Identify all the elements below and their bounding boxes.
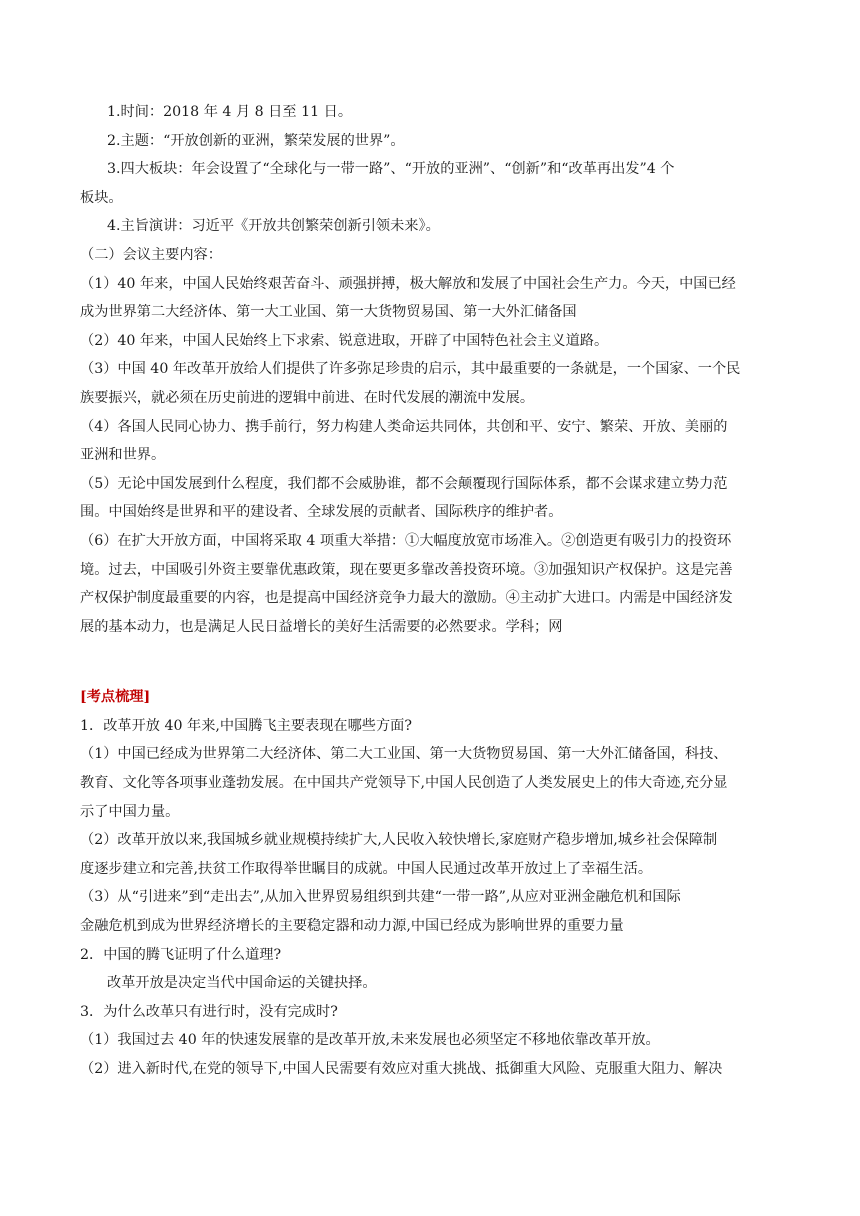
- exam-points-title: [考点梳理]: [80, 689, 151, 706]
- answer-line: （1）中国已经成为世界第二大经济体、第二大工业国、第一大货物贸易国、第一大外汇储备国，科技、: [80, 746, 728, 763]
- paragraph-line: 展的基本动力，也是满足人民日益增长的美好生活需要的必然要求。学科；网: [80, 618, 563, 635]
- paragraph-line: 族要振兴，就必须在历史前进的逻辑中前进、在时代发展的潮流中发展。: [80, 389, 535, 406]
- question-3: 3．为什么改革只有进行时，没有完成时?: [80, 1003, 338, 1020]
- item-theme: 2.主题：“开放创新的亚洲，繁荣发展的世界”。: [107, 132, 405, 149]
- item-time: 1.时间：2018 年 4 月 8 日至 11 日。: [107, 104, 353, 120]
- paragraph-line: （1）40 年来，中国人民始终艰苦奋斗、顽强拼搏，极大解放和发展了中国社会生产力。今天，中国已经: [80, 275, 736, 292]
- answer-line: （3）从“引进来”到“走出去”,从加入世界贸易组织到共建“一带一路”,从应对亚洲金融危机和国际: [80, 889, 681, 906]
- paragraph-line: 境。过去，中国吸引外资主要靠优惠政策，现在要更多靠改善投资环境。③加强知识产权保护。这是完善: [80, 561, 733, 578]
- paragraph-line: 成为世界第二大经济体、第一大工业国、第一大货物贸易国、第一大外汇储备国: [80, 304, 577, 321]
- paragraph-line: 产权保护制度最重要的内容，也是提高中国经济竞争力最大的激励。④主动扩大进口。内需是中国经济发: [80, 590, 733, 607]
- question-1: 1．改革开放 40 年来,中国腾飞主要表现在哪些方面?: [80, 717, 412, 734]
- answer-line: （2）改革开放以来,我国城乡就业规模持续扩大,人民收入较快增长,家庭财产稳步增加,城乡社会保障制: [80, 832, 718, 849]
- paragraph-line: （5）无论中国发展到什么程度，我们都不会威胁谁，都不会颠覆现行国际体系，都不会谋求建立势力范: [80, 475, 728, 492]
- answer-line: 改革开放是决定当代中国命运的关键抉择。: [107, 975, 377, 992]
- paragraph-line: （2）40 年来，中国人民始终上下求索、锐意进取，开辟了中国特色社会主义道路。: [80, 332, 609, 349]
- answer-line: （1）我国过去 40 年的快速发展靠的是改革开放,未来发展也必须坚定不移地依靠改革开放。: [80, 1032, 660, 1049]
- paragraph-line: （3）中国 40 年改革开放给人们提供了许多弥足珍贵的启示，其中最重要的一条就是，一个国家、一个民: [80, 361, 741, 378]
- answer-line: 教育、文化等各项事业蓬勃发展。在中国共产党领导下,中国人民创造了人类发展史上的伟大奇迹,充分显: [80, 775, 728, 792]
- answer-line: （2）进入新时代,在党的领导下,中国人民需要有效应对重大挑战、抵御重大风险、克服重大阻力、解决: [80, 1061, 723, 1077]
- paragraph-line: （6）在扩大开放方面，中国将采取 4 项重大举措：①大幅度放宽市场准入。②创造更有吸引力的投资环: [80, 532, 732, 549]
- question-2: 2．中国的腾飞证明了什么道理?: [80, 946, 282, 963]
- document-page: [80, 98, 786, 1084]
- answer-line: 度逐步建立和完善,扶贫工作取得举世瞩目的成就。中国人民通过改革开放过上了幸福生活。: [80, 860, 653, 877]
- answer-line: 示了中国力量。: [80, 803, 180, 820]
- paragraph-line: 亚洲和世界。: [80, 447, 166, 464]
- section-heading-content: （二）会议主要内容：: [80, 246, 222, 263]
- answer-line: 金融危机到成为世界经济增长的主要稳定器和动力源,中国已经成为影响世界的重要力量: [80, 918, 624, 935]
- item-speech: 4.主旨演讲：习近平《开放共创繁荣创新引领未来》。: [107, 218, 440, 235]
- item-sections: 3.四大板块：年会设置了“全球化与一带一路”、“开放的亚洲”、“创新”和“改革再出发”4 个: [107, 161, 675, 178]
- item-sections-cont: 板块。: [80, 189, 123, 206]
- section-gap: [80, 641, 786, 683]
- paragraph-line: 围。中国始终是世界和平的建设者、全球发展的贡献者、国际秩序的维护者。: [80, 504, 563, 521]
- paragraph-line: （4）各国人民同心协力、携手前行，努力构建人类命运共同体，共创和平、安宁、繁荣、开放、美丽的: [80, 418, 728, 435]
